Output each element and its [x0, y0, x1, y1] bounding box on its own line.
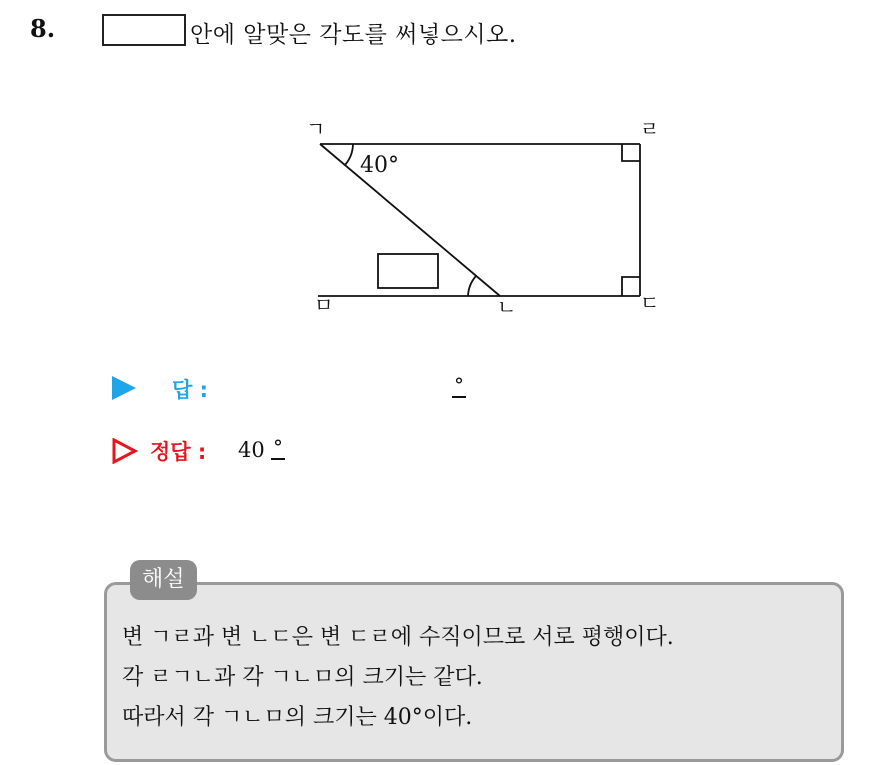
vertex-label-b: ㄹ [640, 117, 660, 141]
outline-triangle-icon [112, 438, 138, 464]
explanation-line-2: 각 ㄹㄱㄴ과 각 ㄱㄴㅁ의 크기는 같다. [122, 665, 483, 690]
correct-answer-unit: ° [273, 435, 283, 459]
question-number: 8. [30, 14, 56, 43]
question-text: 안에 알맞은 각도를 써넣으시오. [190, 22, 517, 48]
explanation-line-1: 변 ㄱㄹ과 변 ㄴㄷ은 변 ㄷㄹ에 수직이므로 서로 평행이다. [122, 625, 674, 650]
given-angle-label: 40° [360, 153, 399, 178]
explanation-tag: 해설 [130, 560, 197, 600]
vertex-label-a: ㄱ [306, 117, 326, 141]
angle-arc-top [345, 144, 353, 165]
right-angle-mark-bottom [622, 277, 640, 296]
correct-answer-label: 정답 : [150, 440, 207, 464]
answer-unit: ° [454, 373, 464, 397]
vertex-label-d: ㄴ [497, 295, 517, 319]
unknown-angle-box [378, 254, 438, 288]
angle-arc-bottom [468, 276, 476, 296]
answer-label: 답 : [172, 378, 208, 402]
vertex-label-c: ㄷ [640, 291, 660, 315]
explanation-line-3: 따라서 각 ㄱㄴㅁ의 크기는 40°이다. [122, 705, 473, 730]
vertex-label-e: ㅁ [314, 293, 334, 317]
correct-answer-value: 40 [238, 438, 265, 462]
right-angle-mark-top [622, 144, 640, 161]
segment-diagonal [320, 144, 500, 296]
play-triangle-icon [112, 376, 136, 400]
